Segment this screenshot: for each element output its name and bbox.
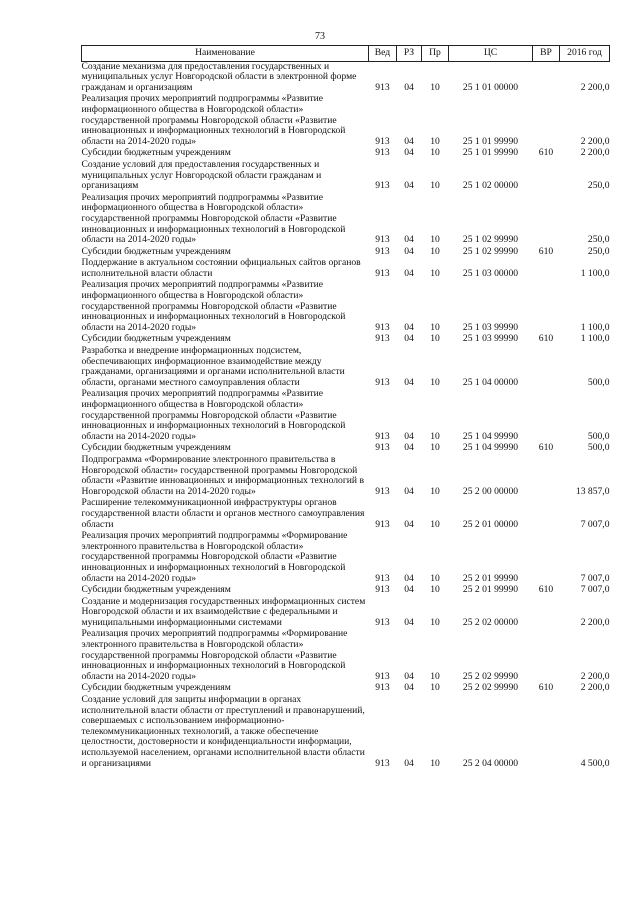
row-amount: 2 200,0 (580, 682, 610, 694)
row-pr: 10 (430, 616, 440, 628)
row-ved: 913 (375, 682, 390, 694)
row-pr: 10 (430, 376, 440, 388)
row-pr: 10 (430, 333, 440, 345)
row-rz: 04 (404, 376, 414, 388)
row-vr (533, 94, 560, 148)
row-name: Реализация прочих мероприятий подпрограммы «Развитие информационного общества в Новгородской области» государственной программы Новгородской области «Развитие инновационных и информационных технологий в Новгородской области на 2014-2020 годы» (81, 279, 346, 333)
header-ved: Вед (369, 46, 397, 62)
row-name: Подпрограмма «Формирование электронного правительства в Новгородской области» государственной программы Новгородской области «Развитие инновационных и информационных технологий в Новгородской области на 2014-2020 годы» (81, 453, 364, 497)
row-rz: 04 (404, 518, 414, 530)
row-cs: 25 1 01 99990 (462, 135, 519, 147)
row-vr (533, 280, 560, 334)
row-rz: 04 (404, 147, 414, 159)
row-name: Реализация прочих мероприятий подпрограммы «Формирование электронного правительства в Новгородской области» государственной программы Новгородской области «Развитие инновационных и информационных технологий в Новгородской области на 2014-2020 годы» (81, 530, 348, 584)
row-cs: 25 1 03 00000 (462, 267, 519, 279)
row-amount: 7 007,0 (580, 572, 610, 584)
row-ved: 913 (375, 670, 390, 682)
row-amount: 250,0 (587, 234, 610, 246)
row-amount: 250,0 (587, 245, 610, 257)
row-name: Реализация прочих мероприятий подпрограммы «Формирование электронного правительства в Новгородской области» государственной программы Новгородской области «Развитие инновационных и информационных технологий в Новгородской области на 2014-2020 годы» (81, 628, 348, 682)
row-rz: 04 (404, 81, 414, 93)
row-rz: 04 (404, 572, 414, 584)
row-cs: 25 2 04 00000 (462, 757, 519, 769)
row-vr: 610 (538, 147, 554, 159)
row-vr: 610 (538, 682, 554, 694)
row-name: Субсидии бюджетным учреждениям (81, 442, 231, 454)
row-amount: 500,0 (587, 430, 610, 442)
row-amount: 250,0 (587, 180, 610, 192)
row-amount: 7 007,0 (580, 518, 610, 530)
row-ved: 913 (375, 485, 390, 497)
row-rz: 04 (404, 135, 414, 147)
header-rz: РЗ (397, 46, 422, 62)
row-cs: 25 2 01 99990 (462, 584, 519, 596)
row-pr: 10 (430, 682, 440, 694)
row-amount: 2 200,0 (580, 616, 610, 628)
row-vr: 610 (538, 584, 554, 596)
row-name: Субсидии бюджетным учреждениям (81, 245, 231, 257)
row-ved: 913 (375, 234, 390, 246)
row-amount: 7 007,0 (580, 584, 610, 596)
row-amount: 2 200,0 (580, 81, 610, 93)
table-row (82, 61, 610, 94)
row-cs: 25 1 03 99990 (462, 333, 519, 345)
row-ved: 913 (375, 584, 390, 596)
table-row (82, 597, 610, 630)
table-row (82, 94, 610, 148)
row-pr: 10 (430, 518, 440, 530)
table-row (82, 629, 610, 683)
table-row (82, 531, 610, 585)
row-vr (533, 258, 560, 280)
row-ved: 913 (375, 81, 390, 93)
row-cs: 25 2 01 00000 (462, 518, 519, 530)
row-pr: 10 (430, 81, 440, 93)
table-row (82, 160, 610, 193)
row-ved: 913 (375, 245, 390, 257)
table-row (82, 585, 610, 597)
row-vr (533, 629, 560, 683)
row-vr (533, 455, 560, 498)
row-vr: 610 (538, 333, 554, 345)
row-cs: 25 1 03 99990 (462, 321, 519, 333)
row-amount: 2 200,0 (580, 135, 610, 147)
row-cs: 25 1 01 99990 (462, 147, 519, 159)
row-vr: 610 (538, 442, 554, 454)
row-name: Субсидии бюджетным учреждениям (81, 682, 231, 694)
row-pr: 10 (430, 147, 440, 159)
row-name: Реализация прочих мероприятий подпрограммы «Развитие информационного общества в Новгородской области» государственной программы Новгородской области «Развитие инновационных и информационных технологий в Новгородской области на 2014-2020 годы» (81, 93, 346, 147)
row-vr (533, 531, 560, 585)
row-name: Реализация прочих мероприятий подпрограммы «Развитие информационного общества в Новгородской области» государственной программы Новгородской области «Развитие инновационных и информационных технологий в Новгородской области на 2014-2020 годы» (81, 388, 346, 442)
row-amount: 2 200,0 (580, 670, 610, 682)
row-cs: 25 1 02 00000 (462, 180, 519, 192)
header-year: 2016 год (560, 46, 610, 62)
row-rz: 04 (404, 234, 414, 246)
row-ved: 913 (375, 135, 390, 147)
row-name: Создание условий для защиты информации в органах исполнительной власти области от преступлений и правонарушений, совершаемых с использованием информационно-телекоммуникационных технологий, а также обеспечение целостности, достоверности и конфиденциальности информации, используемой населением, органами исполнительной власти области и организациями (81, 694, 365, 769)
row-name: Субсидии бюджетным учреждениям (81, 147, 231, 159)
table-row (82, 193, 610, 247)
row-rz: 04 (404, 430, 414, 442)
row-pr: 10 (430, 757, 440, 769)
table-row (82, 498, 610, 531)
row-ved: 913 (375, 442, 390, 454)
row-amount: 1 100,0 (580, 267, 610, 279)
row-cs: 25 1 04 99990 (462, 430, 519, 442)
row-ved: 913 (375, 180, 390, 192)
row-cs: 25 2 02 99990 (462, 670, 519, 682)
row-rz: 04 (404, 333, 414, 345)
row-rz: 04 (404, 267, 414, 279)
row-name: Создание условий для предоставления государственных и муниципальных услуг Новгородской области гражданам и организациям (81, 158, 322, 192)
table-row (82, 258, 610, 280)
row-cs: 25 1 02 99990 (462, 245, 519, 257)
row-ved: 913 (375, 616, 390, 628)
row-pr: 10 (430, 180, 440, 192)
row-name: Создание механизма для предоставления государственных и муниципальных услуг Новгородской области в электронной форме гражданам и организациям (81, 60, 357, 93)
row-rz: 04 (404, 442, 414, 454)
row-ved: 913 (375, 376, 390, 388)
row-amount: 500,0 (587, 376, 610, 388)
row-amount: 13 857,0 (575, 485, 610, 497)
row-pr: 10 (430, 234, 440, 246)
row-cs: 25 1 04 99990 (462, 442, 519, 454)
row-ved: 913 (375, 267, 390, 279)
row-name: Субсидии бюджетным учреждениям (81, 584, 231, 596)
row-cs: 25 1 02 99990 (462, 234, 519, 246)
row-ved: 913 (375, 321, 390, 333)
row-pr: 10 (430, 670, 440, 682)
row-name: Расширение телекоммуникационной инфраструктуры органов государственной власти области и органов местного самоуправления области (81, 497, 365, 530)
row-rz: 04 (404, 584, 414, 596)
table-body (82, 61, 610, 770)
row-rz: 04 (404, 321, 414, 333)
row-ved: 913 (375, 333, 390, 345)
row-vr (533, 160, 560, 193)
row-rz: 04 (404, 670, 414, 682)
row-pr: 10 (430, 584, 440, 596)
header-cs: ЦС (449, 46, 533, 62)
row-pr: 10 (430, 572, 440, 584)
page-number: 73 (315, 31, 325, 42)
budget-table (81, 45, 610, 770)
row-amount: 1 100,0 (580, 333, 610, 345)
row-cs: 25 2 00 00000 (462, 485, 519, 497)
row-rz: 04 (404, 616, 414, 628)
row-amount: 1 100,0 (580, 321, 610, 333)
row-vr: 610 (538, 245, 554, 257)
row-pr: 10 (430, 485, 440, 497)
header-pr: Пр (422, 46, 449, 62)
row-rz: 04 (404, 245, 414, 257)
row-amount: 500,0 (587, 442, 610, 454)
row-vr (533, 61, 560, 94)
row-rz: 04 (404, 485, 414, 497)
row-ved: 913 (375, 757, 390, 769)
row-rz: 04 (404, 757, 414, 769)
table-row (82, 389, 610, 443)
header-name: Наименование (82, 46, 369, 62)
row-ved: 913 (375, 518, 390, 530)
row-rz: 04 (404, 682, 414, 694)
row-name: Разработка и внедрение информационных подсистем, обеспечивающих информационное взаимодействие между гражданами, организациями и органами исполнительной власти области, органами местного самоуправления области (81, 345, 345, 388)
row-vr (533, 597, 560, 630)
row-amount: 2 200,0 (580, 147, 610, 159)
table-row (82, 346, 610, 389)
row-pr: 10 (430, 430, 440, 442)
row-name: Субсидии бюджетным учреждениям (81, 333, 231, 345)
row-vr (533, 389, 560, 443)
table-row (82, 455, 610, 498)
row-cs: 25 1 01 00000 (462, 81, 519, 93)
row-pr: 10 (430, 442, 440, 454)
row-ved: 913 (375, 147, 390, 159)
row-cs: 25 2 01 99990 (462, 572, 519, 584)
row-name: Поддержание в актуальном состоянии официальных сайтов органов исполнительной власти области (81, 257, 361, 279)
row-pr: 10 (430, 267, 440, 279)
row-cs: 25 2 02 99990 (462, 682, 519, 694)
table-row (82, 280, 610, 334)
row-cs: 25 1 04 00000 (462, 376, 519, 388)
row-pr: 10 (430, 135, 440, 147)
row-cs: 25 2 02 00000 (462, 616, 519, 628)
row-pr: 10 (430, 245, 440, 257)
row-name: Реализация прочих мероприятий подпрограммы «Развитие информационного общества в Новгородской области» государственной программы Новгородской области «Развитие инновационных и информационных технологий в Новгородской области на 2014-2020 годы» (81, 191, 346, 246)
table-row (82, 695, 610, 770)
header-vr: ВР (533, 46, 560, 62)
row-amount: 4 500,0 (580, 757, 610, 769)
row-name: Создание и модернизация государственных информационных систем Новгородской области и их взаимодействие с федеральными и муниципальными информационными системами (81, 595, 366, 628)
row-ved: 913 (375, 572, 390, 584)
row-vr (533, 193, 560, 247)
row-vr (533, 498, 560, 531)
row-rz: 04 (404, 180, 414, 192)
row-vr (533, 346, 560, 389)
row-pr: 10 (430, 321, 440, 333)
row-ved: 913 (375, 430, 390, 442)
table-header (82, 46, 610, 62)
row-vr (533, 695, 560, 770)
